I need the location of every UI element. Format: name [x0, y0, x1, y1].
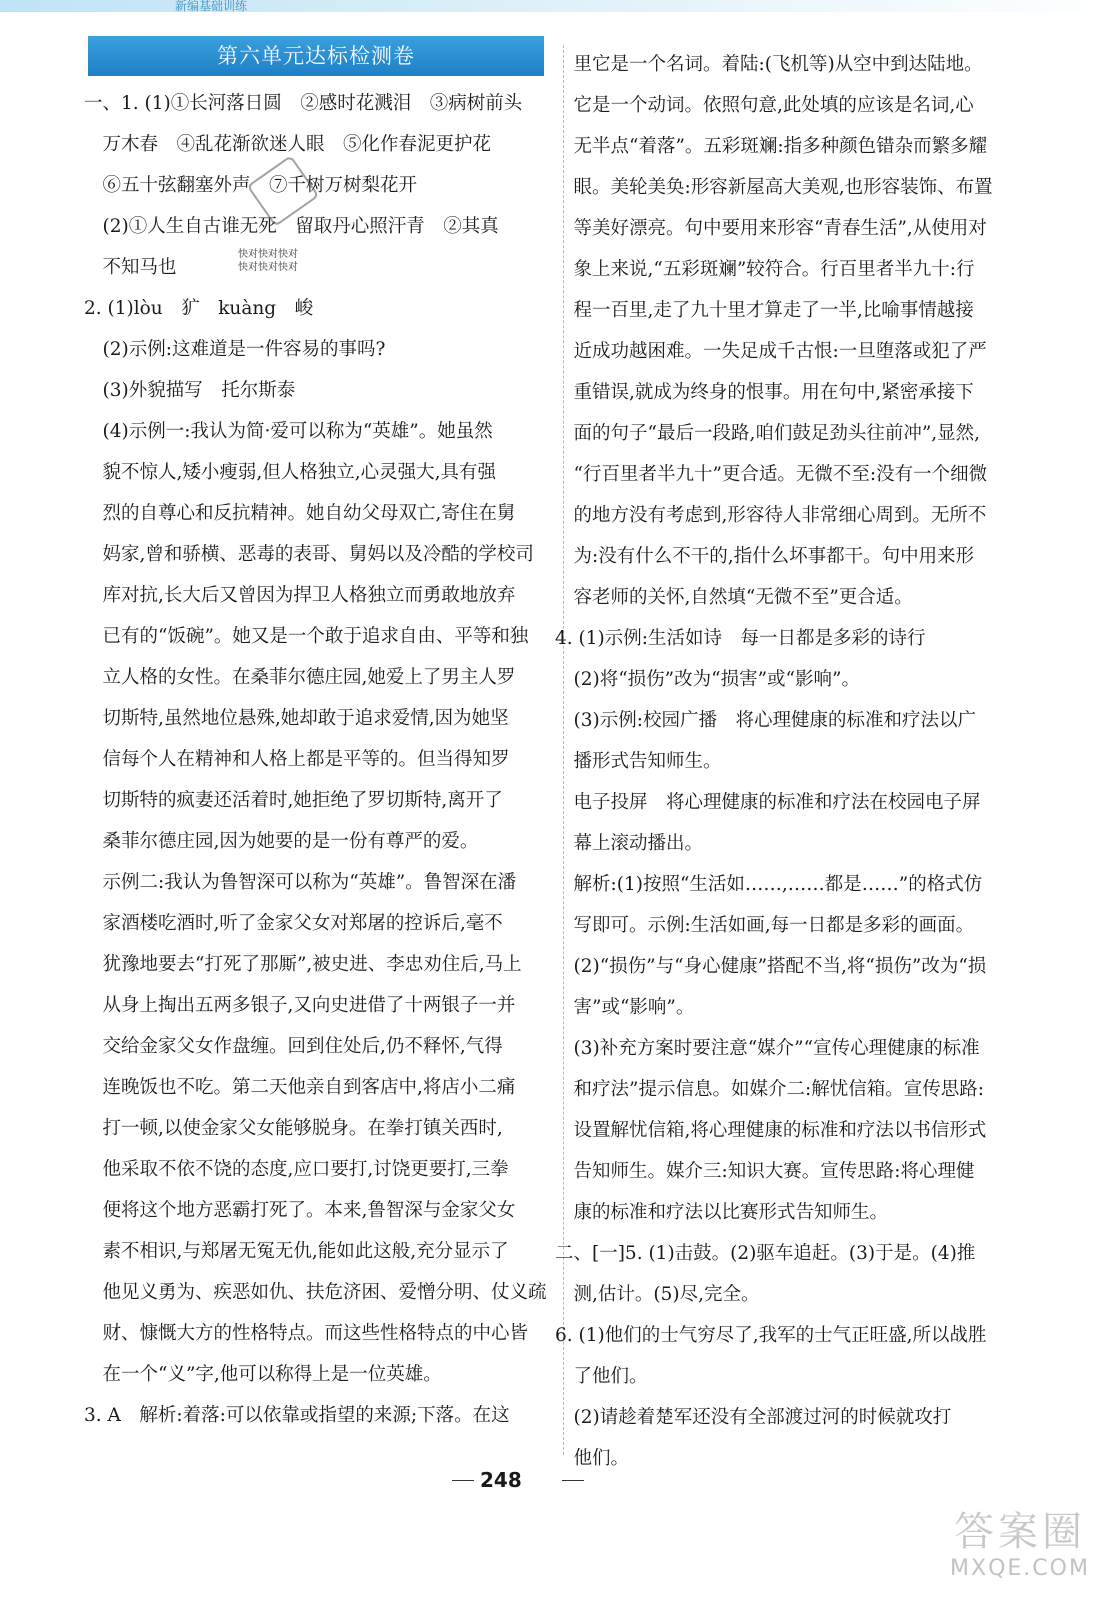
answer-line: 信每个人在精神和人格上都是平等的。但当得知罗 [84, 749, 510, 770]
answer-line: (2)将“损伤”改为“损害”或“影响”。 [555, 669, 860, 690]
answer-line: 播形式告知师生。 [555, 751, 722, 772]
answer-line: 面的句子“最后一段路,咱们鼓足劲头往前冲”,显然, [555, 423, 981, 444]
watermark-text: 答案圈 [954, 1509, 1086, 1555]
answer-line: 3. A 解析:着落:可以依靠或指望的来源;下落。在这 [84, 1405, 510, 1426]
answer-line: 幕上滚动播出。 [555, 833, 704, 854]
answer-line: 貌不惊人,矮小瘦弱,但人格独立,心灵强大,具有强 [84, 462, 497, 483]
answer-line: 等美好漂亮。句中要用来形容“青春生活”,从使用对 [555, 218, 987, 239]
series-tag: 新编基础训练 [175, 0, 248, 13]
answer-line: 象上来说,“五彩斑斓”较符合。行百里者半九十:行 [555, 259, 975, 280]
answer-line: 妈家,曾和骄横、恶毒的表哥、舅妈以及冷酷的学校司 [84, 544, 534, 565]
answer-line: 家酒楼吃酒时,听了金家父女对郑屠的控诉后,毫不 [84, 913, 503, 934]
footer-dash-left [452, 1480, 474, 1481]
section-title-banner: 第六单元达标检测卷 [88, 36, 544, 76]
answer-line: (2)示例:这难道是一件容易的事吗? [84, 339, 386, 360]
answer-line: 为:没有什么不干的,指什么坏事都干。句中用来形 [555, 546, 975, 567]
handwritten-note [238, 248, 298, 274]
answer-line: “行百里者半九十”更合适。无微不至:没有一个细微 [555, 464, 988, 485]
answer-line: (3)外貌描写 托尔斯泰 [84, 380, 296, 401]
answer-line: (4)示例一:我认为简·爱可以称为“英雄”。她虽然 [84, 421, 493, 442]
answer-line: 程一百里,走了九十里才算走了一半,比喻事情越接 [555, 300, 974, 321]
answer-line: 二、[一]5. (1)击鼓。(2)驱车追赶。(3)于是。(4)推 [555, 1243, 976, 1264]
answer-line: 2. (1)lòu 犷 kuàng 峻 [84, 298, 314, 319]
answer-line: 告知师生。媒介三:知识大赛。宣传思路:将心理健 [555, 1161, 975, 1182]
answer-line: 测,估计。(5)尽,完全。 [555, 1284, 760, 1305]
answer-line: 在一个“义”字,他可以称得上是一位英雄。 [84, 1364, 442, 1385]
answer-line: 他采取不依不饶的态度,应口要打,讨饶更要打,三拳 [84, 1159, 509, 1180]
answer-line: 便将这个地方恶霸打死了。本来,鲁智深与金家父女 [84, 1200, 516, 1221]
footer-dash-right [562, 1480, 584, 1481]
answer-line: 打一顿,以使金家父女能够脱身。在拳打镇关西时, [84, 1118, 503, 1139]
answer-line: 从身上掏出五两多银子,又向史进借了十两银子一并 [84, 995, 516, 1016]
answer-line: 交给金家父女作盘缠。回到住处后,仍不释怀,气得 [84, 1036, 503, 1057]
answer-line: 近成功越困难。一失足成千古恨:一旦堕落或犯了严 [555, 341, 987, 362]
right-column [555, 44, 1055, 1479]
answer-line: (2)“损伤”与“身心健康”搭配不当,将“损伤”改为“损 [555, 956, 987, 977]
answer-line: 素不相识,与郑屠无冤无仇,能如此这般,充分显示了 [84, 1241, 509, 1262]
answer-line: 桑菲尔德庄园,因为她要的是一份有尊严的爱。 [84, 831, 479, 852]
answer-line: 切斯特的疯妻还活着时,她拒绝了罗切斯特,离开了 [84, 790, 503, 811]
answer-line: 立人格的女性。在桑菲尔德庄园,她爱上了男主人罗 [84, 667, 516, 688]
top-decor-band [0, 0, 1119, 12]
answer-line: 电子投屏 将心理健康的标准和疗法在校园电子屏 [555, 792, 981, 813]
answer-line: 烈的自尊心和反抗精神。她自幼父母双亡,寄住在舅 [84, 503, 516, 524]
answer-line: (3)示例:校园广播 将心理健康的标准和疗法以广 [555, 710, 976, 731]
watermark [925, 1508, 1115, 1598]
answer-line: 6. (1)他们的士气穷尽了,我军的士气正旺盛,所以战胜 [555, 1325, 987, 1346]
page-number: 248 [480, 1468, 522, 1492]
answer-line: 犹豫地要去“打死了那厮”,被史进、李忠劝住后,马上 [84, 954, 522, 975]
answer-line: 重错误,就成为终身的恨事。用在句中,紧密承接下 [555, 382, 974, 403]
answer-line: 4. (1)示例:生活如诗 每一日都是多彩的诗行 [555, 628, 926, 649]
watermark-url: MXQE.COM [950, 1556, 1090, 1581]
answer-line: 已有的“饭碗”。她又是一个敢于追求自由、平等和独 [84, 626, 529, 647]
answer-line: (3)补充方案时要注意“媒介”“宣传心理健康的标准 [555, 1038, 980, 1059]
answer-line: 示例二:我认为鲁智深可以称为“英雄”。鲁智深在潘 [84, 872, 517, 893]
handwritten-note-line: 快对快对快对 [238, 249, 298, 260]
answer-line: 害”或“影响”。 [555, 997, 695, 1018]
answer-line: 切斯特,虽然地位悬殊,她却敢于追求爱情,因为她坚 [84, 708, 509, 729]
answer-line: 康的标准和疗法以比赛形式告知师生。 [555, 1202, 889, 1223]
answer-line: (2)①人生自古谁无死 留取丹心照汗青 ②其真 [84, 216, 499, 237]
answer-line: 它是一个动词。依照句意,此处填的应该是名词,心 [555, 95, 974, 116]
answer-line: 设置解忧信箱,将心理健康的标准和疗法以书信形式 [555, 1120, 987, 1141]
answer-line: 无半点“着落”。五彩斑斓:指多种颜色错杂而繁多耀 [555, 136, 988, 157]
answer-line: 库对抗,长大后又曾因为捍卫人格独立而勇敢地放弃 [84, 585, 516, 606]
answer-line: 他们。 [555, 1448, 630, 1469]
answer-line: 一、1. (1)①长河落日圆 ②感时花溅泪 ③病树前头 [84, 93, 523, 114]
answer-line: 眼。美轮美奂:形容新屋高大美观,也形容装饰、布置 [555, 177, 993, 198]
answer-line: 写即可。示例:生活如画,每一日都是多彩的画面。 [555, 915, 975, 936]
answer-line: 解析:(1)按照“生活如……,……都是……”的格式仿 [555, 874, 983, 895]
answer-line: 里它是一个名词。着陆:(飞机等)从空中到达陆地。 [555, 54, 983, 75]
answer-line: 他见义勇为、疾恶如仇、扶危济困、爱憎分明、仗义疏 [84, 1282, 547, 1303]
answer-line: 不知马也 [84, 257, 177, 278]
answer-line: 的地方没有考虑到,形容待人非常细心周到。无所不 [555, 505, 987, 526]
answer-line: 财、慷慨大方的性格特点。而这些性格特点的中心皆 [84, 1323, 529, 1344]
answer-line: (2)请趁着楚军还没有全部渡过河的时候就攻打 [555, 1407, 952, 1428]
answer-line: 容老师的关怀,自然填“无微不至”更合适。 [555, 587, 913, 608]
answer-line: ⑥五十弦翻塞外声 ⑦千树万树梨花开 [84, 175, 418, 196]
handwritten-note-line: 快对快对快对 [238, 262, 298, 273]
answer-line: 连晚饭也不吃。第二天他亲自到客店中,将店小二痛 [84, 1077, 516, 1098]
answer-line: 了他们。 [555, 1366, 648, 1387]
left-column [84, 83, 554, 1436]
answer-line: 和疗法”提示信息。如媒介二:解忧信箱。宣传思路: [555, 1079, 984, 1100]
answer-line: 万木春 ④乱花渐欲迷人眼 ⑤化作春泥更护花 [84, 134, 492, 155]
